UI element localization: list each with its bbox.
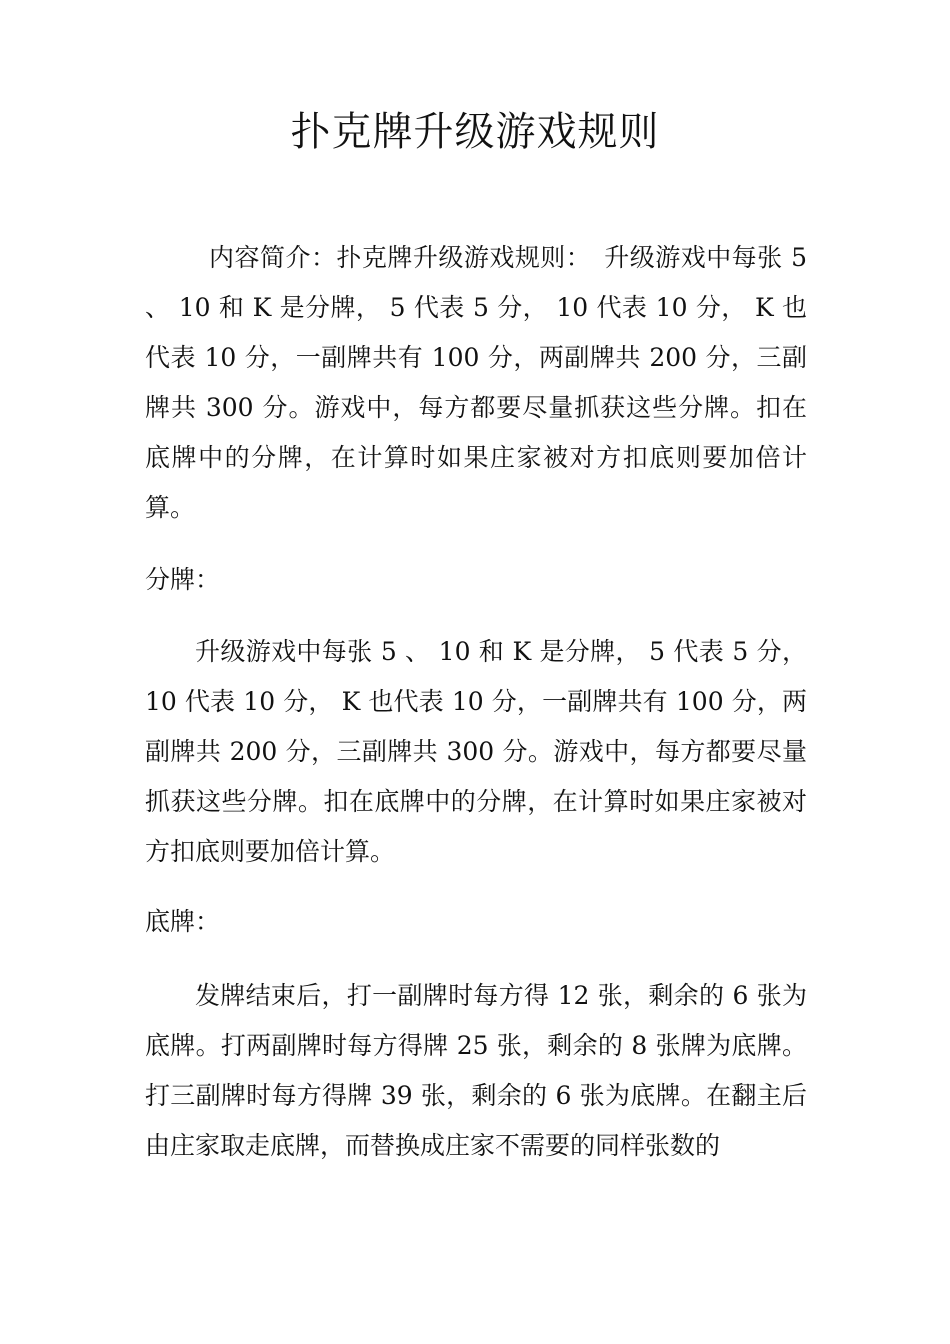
document-title: 扑克牌升级游戏规则 — [290, 109, 660, 155]
section-body-scoring-cards: 升级游戏中每张 5 、 10 和 K 是分牌， 5 代表 5 分， 10 代表 10 分， K 也代表 10 分，一副牌共有 100 分，两副牌共 200 分，三副牌共 300 分。游戏中，每方都要尽量抓获这些分牌。扣在底牌中的分牌，在计算时如果庄家被对方扣底则要加倍计算。 — [145, 637, 807, 866]
section-body-bottom-cards: 发牌结束后，打一副牌时每方得 12 张，剩余的 6 张为底牌。打两副牌时每方得牌 25 张，剩余的 8 张牌为底牌。打三副牌时每方得牌 39 张，剩余的 6 张为底牌。在翻主后由庄家取走底牌，而替换成庄家不需要的同样张数的 — [145, 981, 807, 1160]
section-heading-scoring-cards: 分牌： — [145, 565, 221, 594]
section-heading-bottom-cards: 底牌： — [145, 907, 221, 936]
intro-paragraph: 内容简介：扑克牌升级游戏规则： 升级游戏中每张 5 、 10 和 K 是分牌， 5 代表 5 分， 10 代表 10 分， K 也代表 10 分，一副牌共有 100 分，两副牌共 200 分，三副牌共 300 分。游戏中，每方都要尽量抓获这些分牌。扣在底牌中的分牌，在计算时如果庄家被对方扣底则要加倍计算。 — [145, 243, 807, 522]
